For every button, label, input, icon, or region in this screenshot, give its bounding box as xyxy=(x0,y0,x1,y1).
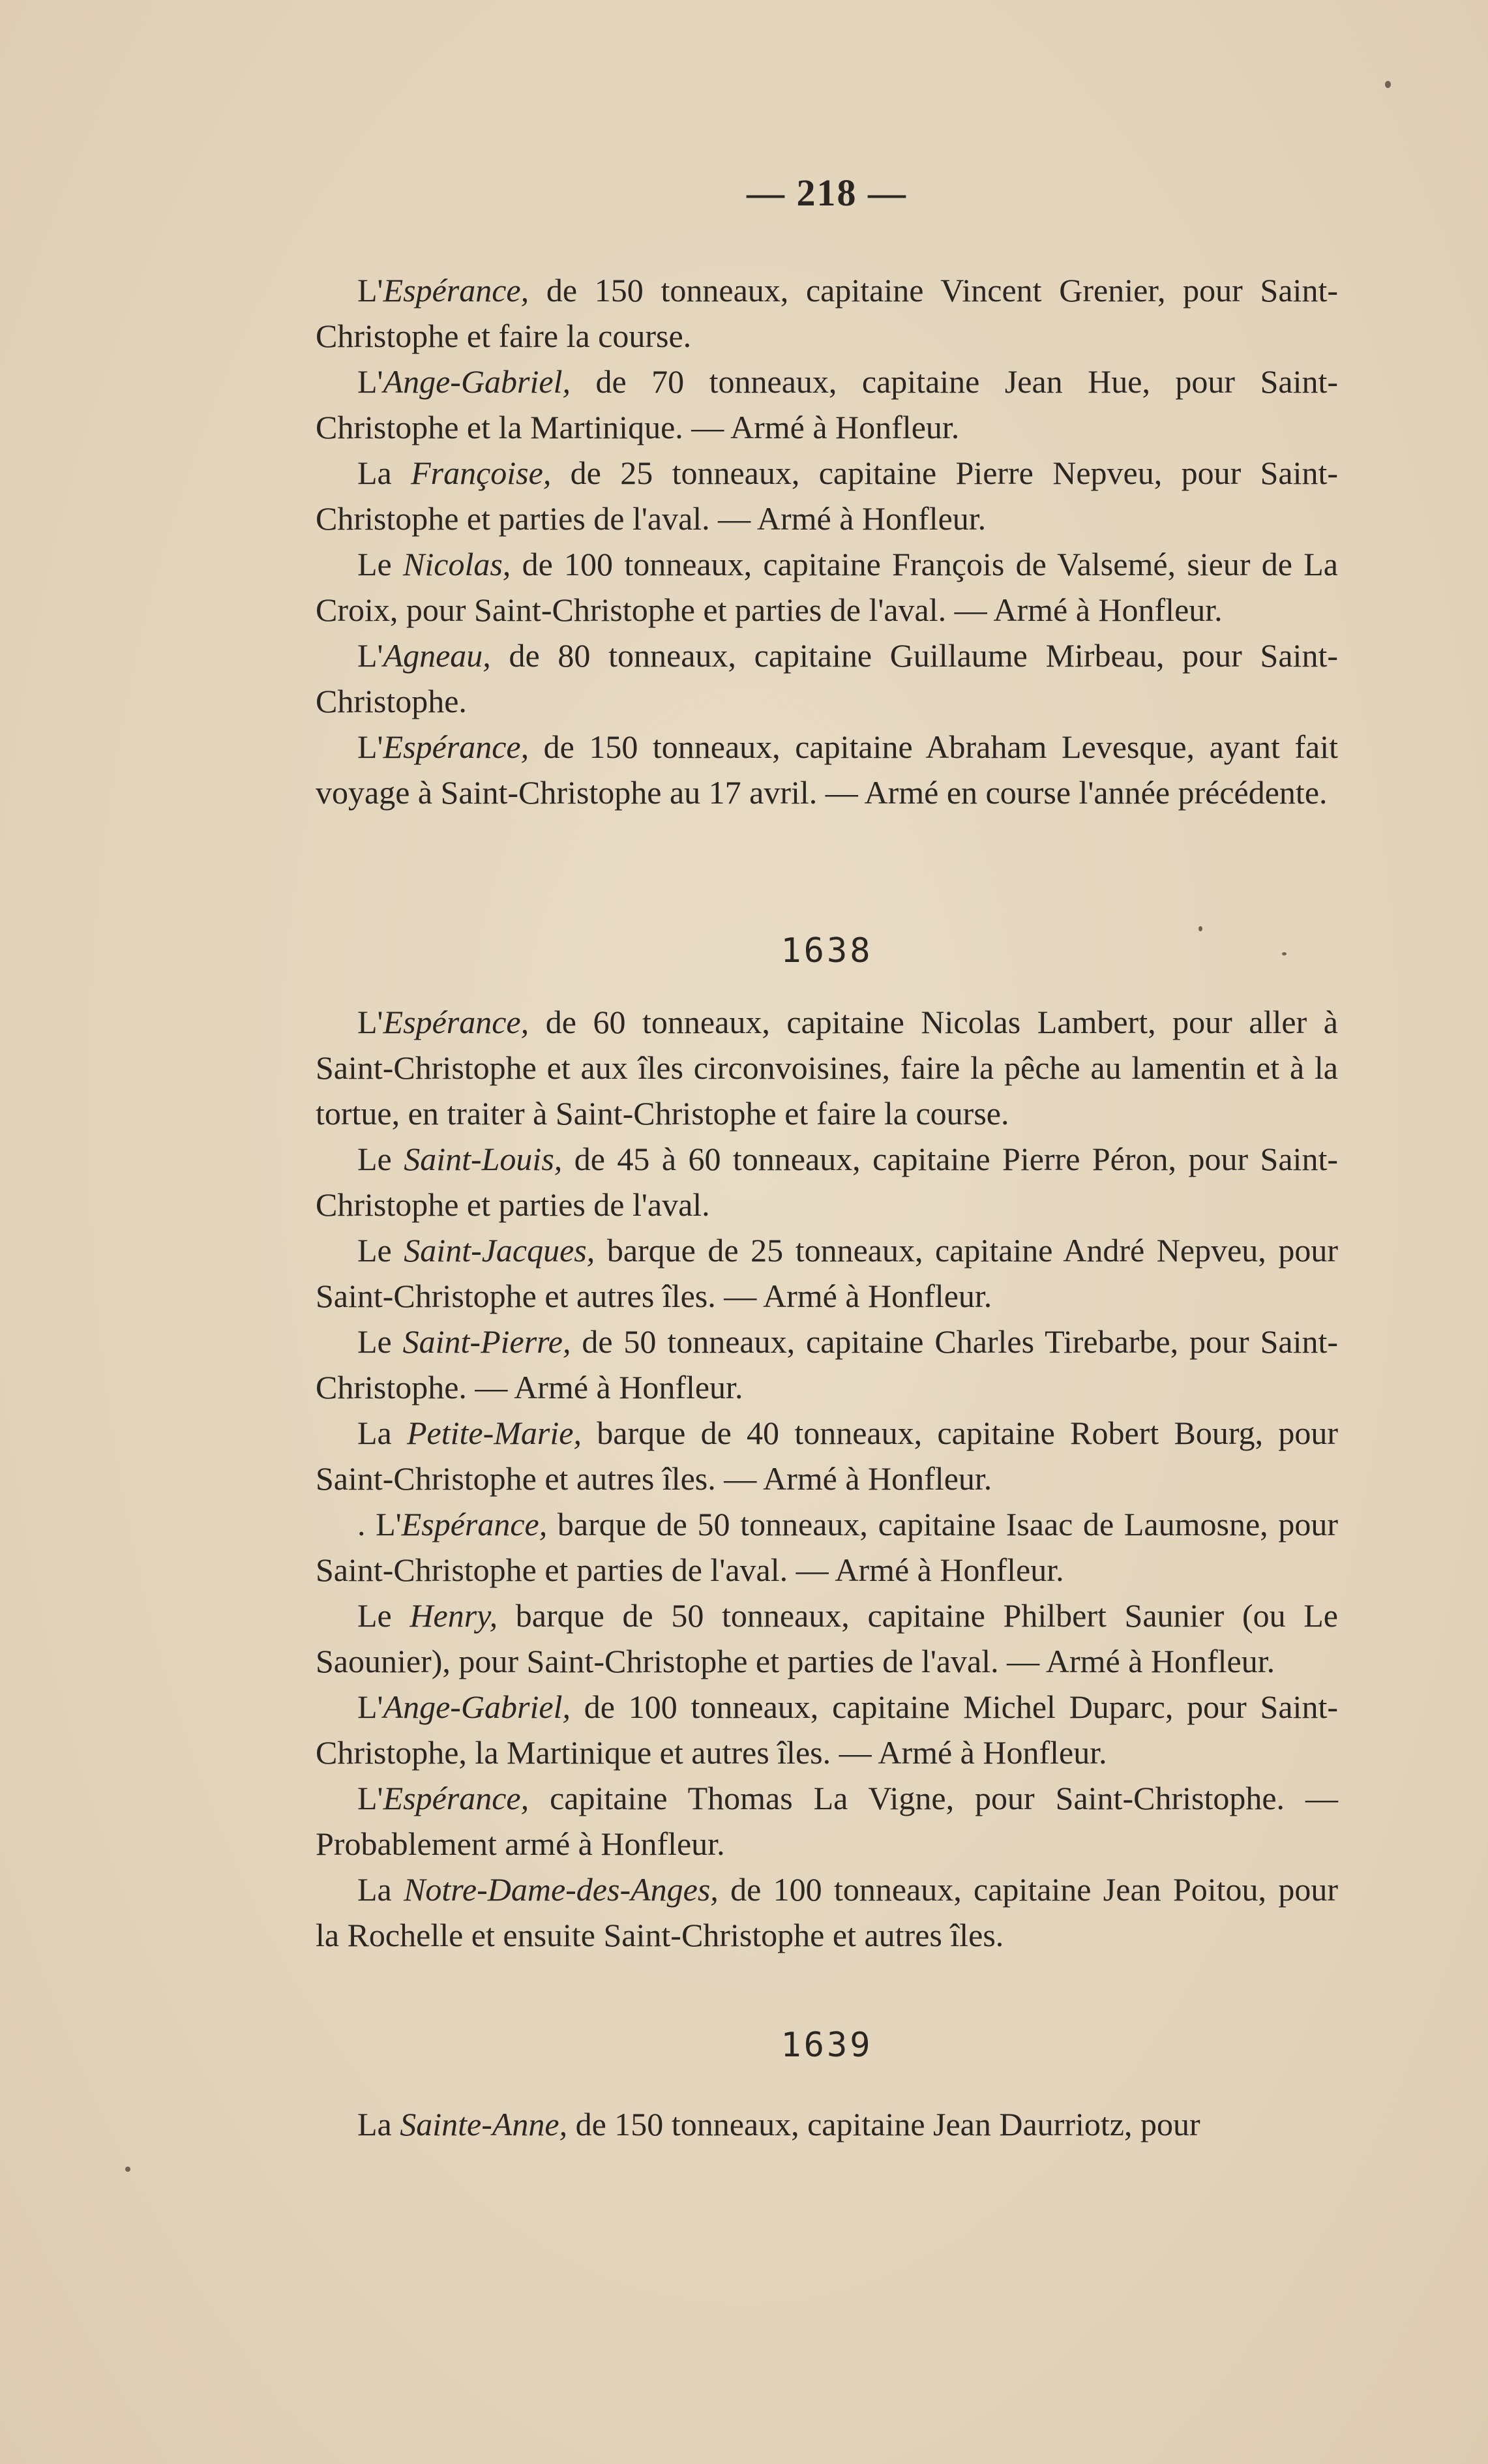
entry-paragraph: La Petite-Marie, barque de 40 tonneaux, capitaine Robert Bourg, pour Saint-Christophe et autres îles. — Armé à Honfleur. xyxy=(316,1415,1338,1497)
ship-name: Saint-Jacques, xyxy=(404,1232,595,1269)
ink-speck xyxy=(1282,952,1287,955)
entry-paragraph: Le Saint-Louis, de 45 à 60 tonneaux, capitaine Pierre Péron, pour Saint-Christophe et parties de l'aval. xyxy=(316,1141,1338,1223)
entry-paragraph: L'Espérance, de 150 tonneaux, capitaine Vincent Grenier, pour Saint-Christophe et faire la course. xyxy=(316,272,1338,354)
year-heading-1638: 1638 xyxy=(781,931,873,970)
ship-name: Petite-Marie, xyxy=(407,1415,582,1451)
section-1639 xyxy=(316,2101,1338,2147)
ship-name: Henry, xyxy=(409,1597,498,1634)
entry-paragraph: . L'Espérance, barque de 50 tonneaux, capitaine Isaac de Laumosne, pour Saint-Christophe et parties de l'aval. — Armé à Honfleur. xyxy=(316,1506,1338,1588)
entry-paragraph: La Sainte-Anne, de 150 tonneaux, capitaine Jean Daurriotz, pour xyxy=(357,2106,1200,2142)
ink-speck xyxy=(1385,81,1391,88)
year-heading-1639: 1639 xyxy=(781,2026,873,2065)
ship-name: Sainte-Anne, xyxy=(400,2106,568,2142)
ship-name: Saint-Pierre, xyxy=(402,1323,571,1360)
entry-paragraph: La Françoise, de 25 tonneaux, capitaine Pierre Nepveu, pour Saint-Christophe et parties de l'aval. — Armé à Honfleur. xyxy=(316,455,1339,537)
ship-name: Ange-Gabriel, xyxy=(383,363,571,400)
ship-name: Nicolas, xyxy=(403,546,511,582)
entry-paragraph: Le Saint-Jacques, barque de 25 tonneaux, capitaine André Nepveu, pour Saint-Christophe et autres îles. — Armé à Honfleur. xyxy=(316,1232,1338,1314)
entry-paragraph: L'Ange-Gabriel, de 100 tonneaux, capitaine Michel Duparc, pour Saint-Christophe, la Martinique et autres îles. — Armé à Honfleur. xyxy=(316,1689,1338,1771)
entry-paragraph: La Notre-Dame-des-Anges, de 100 tonneaux, capitaine Jean Poitou, pour la Rochelle et ensuite Saint-Christophe et autres îles. xyxy=(316,1871,1339,1953)
entry-paragraph: L'Espérance, capitaine Thomas La Vigne, pour Saint-Christophe. — Probablement armé à Honfleur. xyxy=(316,1780,1338,1862)
ship-name: Espérance, xyxy=(383,1004,529,1040)
ship-name: Françoise, xyxy=(411,455,552,491)
page-number: — 218 — xyxy=(747,172,907,214)
ship-name: Espérance, xyxy=(383,272,529,308)
entry-paragraph: Le Nicolas, de 100 tonneaux, capitaine François de Valsemé, sieur de La Croix, pour Saint-Christophe et parties de l'aval. — Armé à Honfleur. xyxy=(316,546,1338,628)
ship-name: Notre-Dame-des-Anges, xyxy=(404,1871,719,1908)
ship-name: Ange-Gabriel, xyxy=(383,1689,571,1725)
ship-name: Espérance, xyxy=(383,729,529,765)
section-1638 xyxy=(316,999,1338,1958)
ink-speck xyxy=(1198,926,1202,931)
entry-paragraph: Le Saint-Pierre, de 50 tonneaux, capitaine Charles Tirebarbe, pour Saint-Christophe. — Armé à Honfleur. xyxy=(316,1323,1339,1405)
ship-name: Espérance, xyxy=(401,1506,548,1542)
ship-name: Saint-Louis, xyxy=(404,1141,563,1177)
ship-name: Espérance, xyxy=(383,1780,529,1816)
section-before-1638 xyxy=(316,267,1338,815)
entry-paragraph: Le Henry, barque de 50 tonneaux, capitaine Philbert Saunier (ou Le Saounier), pour Saint-Christophe et parties de l'aval. — Armé à Honfleur. xyxy=(316,1597,1338,1679)
entry-paragraph: L'Agneau, de 80 tonneaux, capitaine Guillaume Mirbeau, pour Saint-Christophe. xyxy=(316,637,1338,719)
ink-speck xyxy=(125,2167,130,2172)
entry-paragraph: L'Espérance, de 60 tonneaux, capitaine Nicolas Lambert, pour aller à Saint-Christophe et aux îles circonvoisines, faire la pêche au lamentin et à la tortue, en traiter à Saint-Christophe et faire la course. xyxy=(316,1004,1338,1132)
entry-paragraph: L'Espérance, de 150 tonneaux, capitaine Abraham Levesque, ayant fait voyage à Saint-Christophe au 17 avril. — Armé en course l'année précédente. xyxy=(316,729,1338,811)
entry-paragraph: L'Ange-Gabriel, de 70 tonneaux, capitaine Jean Hue, pour Saint-Christophe et la Martinique. — Armé à Honfleur. xyxy=(316,363,1338,445)
ship-name: Agneau, xyxy=(383,637,491,674)
